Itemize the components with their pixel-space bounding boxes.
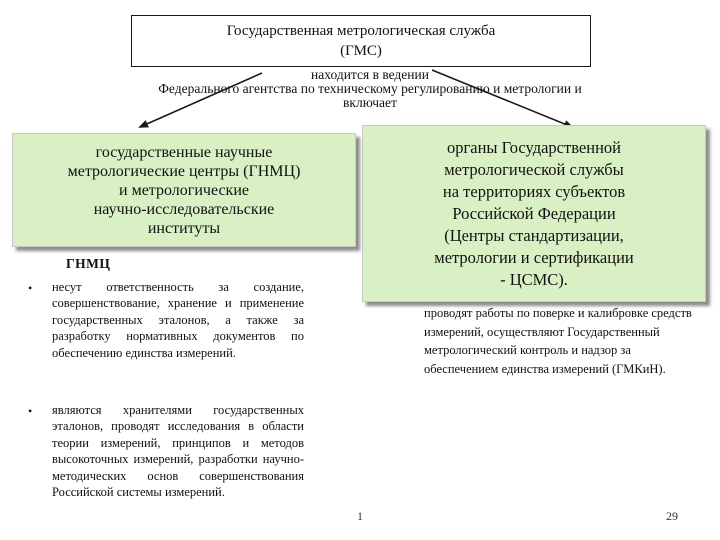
right-box-line-2: метрологической службы: [444, 159, 624, 179]
right-box-csms: [362, 125, 706, 302]
top-box-abbreviation: (ГМС): [340, 43, 382, 59]
left-box-line-5: институты: [147, 219, 221, 237]
right-box-line-5: (Центры стандартизации,: [444, 225, 624, 245]
right-box-line-3: на территориях субъектов: [442, 181, 626, 201]
top-box-gms: [131, 15, 591, 67]
left-box-line-1: государственные научные: [95, 143, 273, 161]
connector-line-1: находится в ведении: [311, 67, 429, 82]
right-box-line-7: - ЦСМС).: [500, 269, 568, 289]
left-box-gnmc: [12, 133, 356, 247]
bullet-text: несут ответственность за создание, совершенствование, хранение и применение государственных эталонов, а также за разработку нормативных документов по обеспечению единства измерений.: [52, 280, 304, 360]
footer-number: 1: [357, 509, 363, 523]
connector-text: [60, 68, 680, 110]
top-box-title: Государственная метрологическая служба: [226, 23, 496, 39]
left-box-line-2: метрологические центры (ГНМЦ): [67, 162, 301, 180]
connector-line-3: включает: [343, 95, 397, 110]
right-box-line-6: метрологии и сертификации: [434, 247, 634, 267]
left-box-line-4: научно-исследовательские: [93, 200, 275, 218]
right-box-line-4: Российской Федерации: [452, 203, 616, 223]
bullet-text: являются хранителями государственных эталонов, проводят исследования в области теории измерений, принципов и методов высокоточных измерений, разработки научно-методических основ совершенствования Российской системы измерений.: [52, 403, 304, 500]
bullet-marker: •: [28, 404, 33, 418]
page-number: 29: [666, 509, 678, 523]
right-box-line-1: органы Государственной: [447, 137, 621, 157]
gnmc-label: ГНМЦ: [66, 256, 111, 271]
left-box-line-3: и метрологические: [119, 181, 249, 199]
connector-line-2: Федерального агентства по техническому регулированию и метрологии и: [158, 81, 582, 96]
bullet-marker: •: [28, 281, 33, 295]
right-description: проводят работы по поверке и калибровке средств измерений, осуществляют Государственный метрологический контроль и надзор за обеспечением единства измерений (ГМКиН).: [424, 306, 692, 376]
